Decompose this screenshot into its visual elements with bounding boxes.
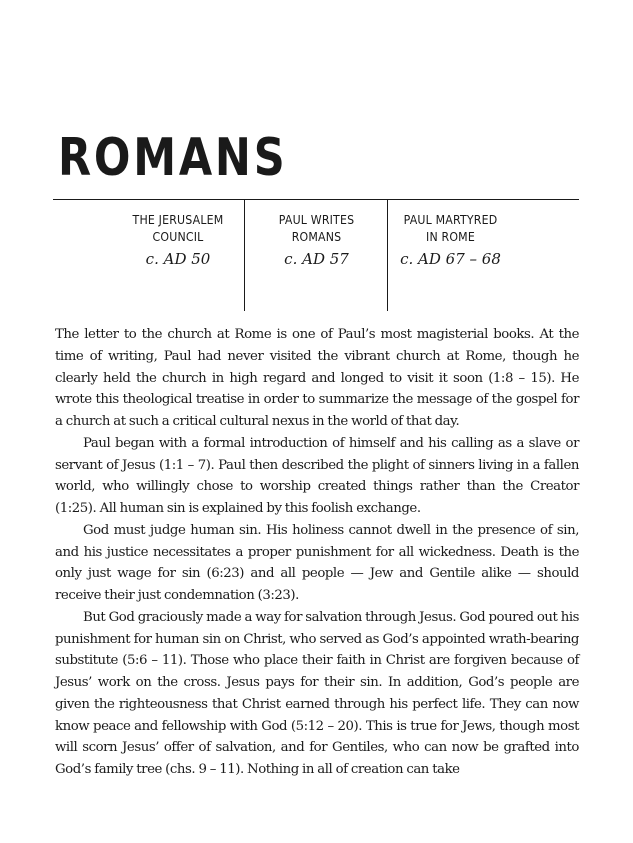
timeline-event-label: PAUL MARTYRED IN ROME	[403, 212, 498, 244]
paragraph: God must judge human sin. His holiness cannot dwell in the presence of sin, and his justice necessitates a proper punishment for all wickedness. Death is the only just wage for sin (6:23) and all people — Jew and Gentile alike — should receive their just condemnation (3:23).	[55, 522, 579, 603]
timeline-event-date: c. AD 67 – 68	[400, 250, 501, 268]
page-title: ROMANS	[58, 128, 288, 188]
paragraph: But God graciously made a way for salvation through Jesus. God poured out his punishment for human sin on Christ, who served as God’s appointed wrath-bearing substitute (5:6 – 11). Those who place their faith in Christ are forgiven because of Jesus’ work on the cross. Jesus pays for their sin. In addition, God’s people are given the righteousness that Christ earned through his perfect life. They can now know peace and fellowship with God (5:12 – 20). This is true for Jews, though most will scorn Jesus’ offer of salvation, and for Gentiles, who can now be grafted into God’s family tree (chs. 9 – 11). Nothing in all of creation can take	[55, 609, 579, 777]
timeline-entry-paul-martyred	[387, 200, 513, 311]
timeline-entry-jerusalem-council	[113, 200, 243, 311]
paragraph: The letter to the church at Rome is one of Paul’s most magisterial books. At the time of writing, Paul had never visited the vibrant church at Rome, though he clearly held the church in high regard and longed to visit it soon (1:8 – 15). He wrote this theological treatise in order to summarize the message of the gospel for a church at such a critical cultural nexus in the world of that day.	[55, 327, 579, 429]
timeline-event-date: c. AD 50	[145, 250, 211, 268]
paragraph: Paul began with a formal introduction of himself and his calling as a slave or servant of Jesus (1:1 – 7). Paul then described the plight of sinners living in a fallen world, who willingly chose to worship created things rather than the Creator (1:25). All human sin is explained by this foolish exchange.	[55, 435, 579, 516]
timeline-event-date: c. AD 57	[284, 250, 349, 268]
timeline	[53, 199, 579, 311]
body-text	[55, 324, 579, 781]
timeline-event-label: PAUL WRITES ROMANS	[278, 212, 355, 244]
timeline-event-label: THE JERUSALEM COUNCIL	[132, 212, 224, 244]
timeline-entry-paul-writes-romans	[244, 200, 388, 311]
